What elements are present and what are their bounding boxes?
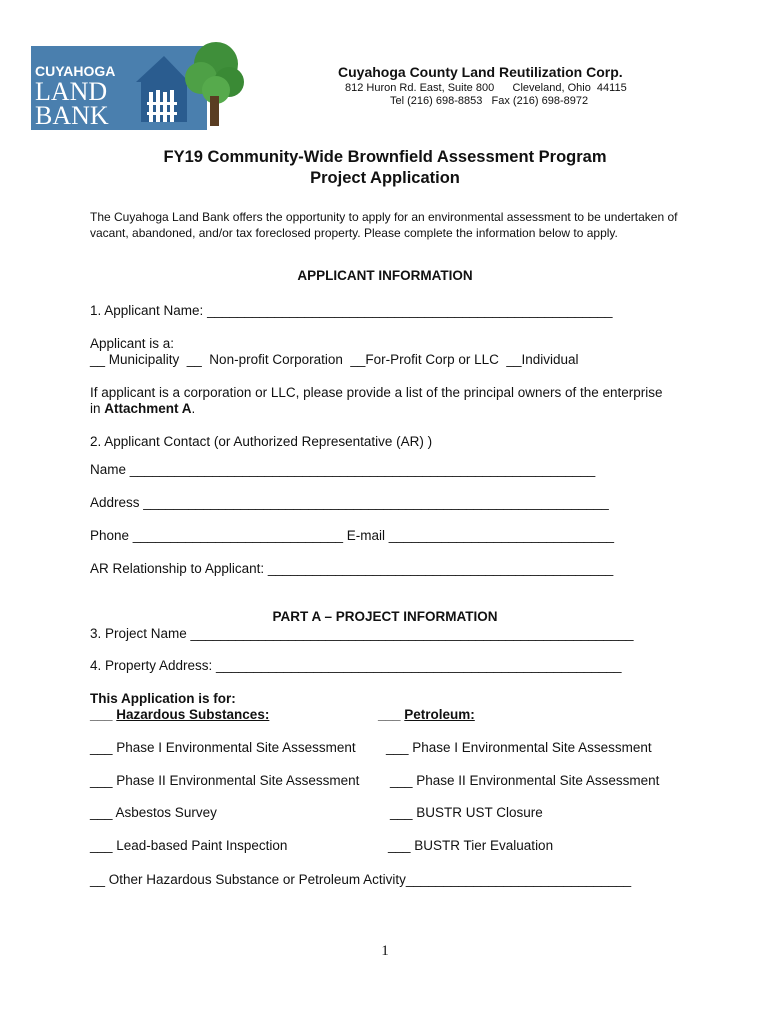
haz-lead-paint-option[interactable]: ___ Lead-based Paint Inspection: [90, 838, 288, 853]
pet-phase2-option[interactable]: ___ Phase II Environmental Site Assessment: [390, 773, 660, 788]
part-a-heading: PART A – PROJECT INFORMATION: [272, 609, 498, 624]
page-number: 1: [381, 943, 389, 959]
contact-phone-email-field[interactable]: Phone ____________________________ E-mail ______________________________: [90, 528, 615, 543]
owners-suffix: .: [191, 401, 196, 416]
attachment-a-label: Attachment A: [104, 401, 192, 416]
contact-name-field[interactable]: Name ______________________________________________________________: [90, 462, 596, 477]
application-for-label: This Application is for:: [90, 691, 236, 706]
haz-phase2-option[interactable]: ___ Phase II Environmental Site Assessment: [90, 773, 360, 788]
cuyahoga-land-bank-logo: [31, 38, 249, 130]
owners-prefix: in: [90, 401, 105, 416]
logo-text-bank: BANK: [35, 101, 109, 130]
contact-address-field[interactable]: Address ______________________________________________________________: [90, 495, 609, 510]
applicant-contact-heading: 2. Applicant Contact (or Authorized Representative (AR) ): [90, 434, 433, 449]
page-title: FY19 Community-Wide Brownfield Assessment Program: [163, 148, 607, 166]
petroleum-option[interactable]: [378, 707, 475, 722]
project-name-field[interactable]: 3. Project Name ___________________________________________________________: [90, 626, 634, 641]
hazardous-substances-label: Hazardous Substances:: [116, 707, 270, 722]
org-phones: Tel (216) 698-8853 Fax (216) 698-8972: [390, 95, 589, 107]
hazardous-substances-option[interactable]: [90, 707, 269, 722]
petroleum-label: Petroleum:: [404, 707, 475, 722]
pet-tier-evaluation-option[interactable]: ___ BUSTR Tier Evaluation: [388, 838, 554, 853]
page-subtitle: Project Application: [310, 169, 460, 187]
haz-phase1-option[interactable]: ___ Phase I Environmental Site Assessment: [90, 740, 356, 755]
pet-phase1-option[interactable]: ___ Phase I Environmental Site Assessment: [386, 740, 652, 755]
ar-relationship-field[interactable]: AR Relationship to Applicant: ______________________________________________: [90, 561, 614, 576]
applicant-is-a-label: Applicant is a:: [90, 336, 175, 351]
hazardous-blank: ___: [90, 707, 117, 722]
pet-ust-closure-option[interactable]: ___ BUSTR UST Closure: [390, 805, 543, 820]
org-name: Cuyahoga County Land Reutilization Corp.: [338, 64, 623, 80]
haz-asbestos-option[interactable]: ___ Asbestos Survey: [90, 805, 217, 820]
org-address: 812 Huron Rd. East, Suite 800 Cleveland, Ohio 44115: [345, 82, 627, 94]
other-activity-field[interactable]: __ Other Hazardous Substance or Petroleum Activity______________________________: [90, 872, 632, 887]
logo-text-cuyahoga: CUYAHOGA: [35, 63, 116, 79]
intro-paragraph: The Cuyahoga Land Bank offers the opportunity to apply for an environmental assessment to be undertaken of vacant, abandoned, and/or tax foreclosed property. Please complete the information below to apply.: [90, 210, 678, 240]
property-address-field[interactable]: 4. Property Address: ______________________________________________________: [90, 658, 622, 673]
petroleum-blank: ___: [378, 707, 405, 722]
owners-attachment-line: [90, 401, 195, 416]
logo-text-land: LAND: [35, 77, 108, 106]
applicant-info-heading: APPLICANT INFORMATION: [297, 268, 473, 283]
owners-instructions: If applicant is a corporation or LLC, please provide a list of the principal owners of the enterprise: [90, 385, 663, 400]
applicant-type-options[interactable]: __ Municipality __ Non-profit Corporation __For-Profit Corp or LLC __Individual: [90, 352, 579, 367]
applicant-name-field[interactable]: 1. Applicant Name: ______________________________________________________: [90, 303, 613, 318]
